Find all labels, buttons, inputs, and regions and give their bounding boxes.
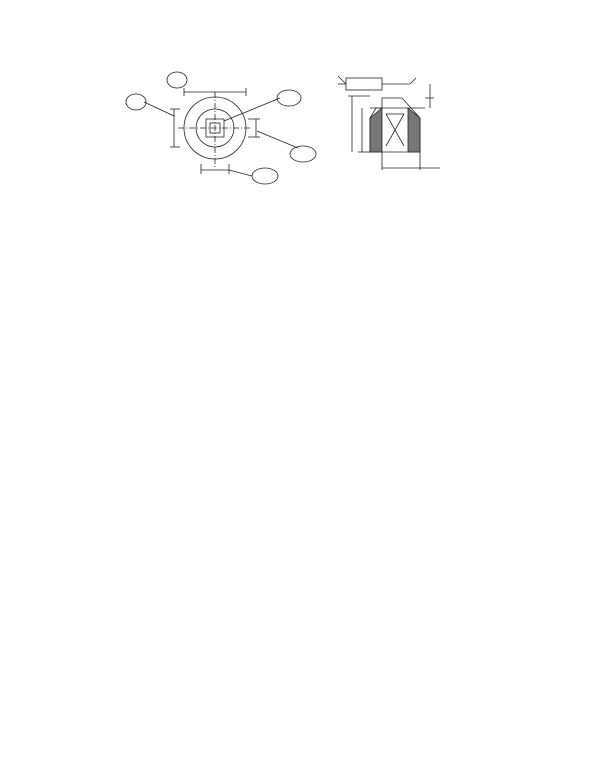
side-section-view [338,76,440,170]
rubber-tip-drawing [120,66,480,186]
top-view [126,72,316,184]
